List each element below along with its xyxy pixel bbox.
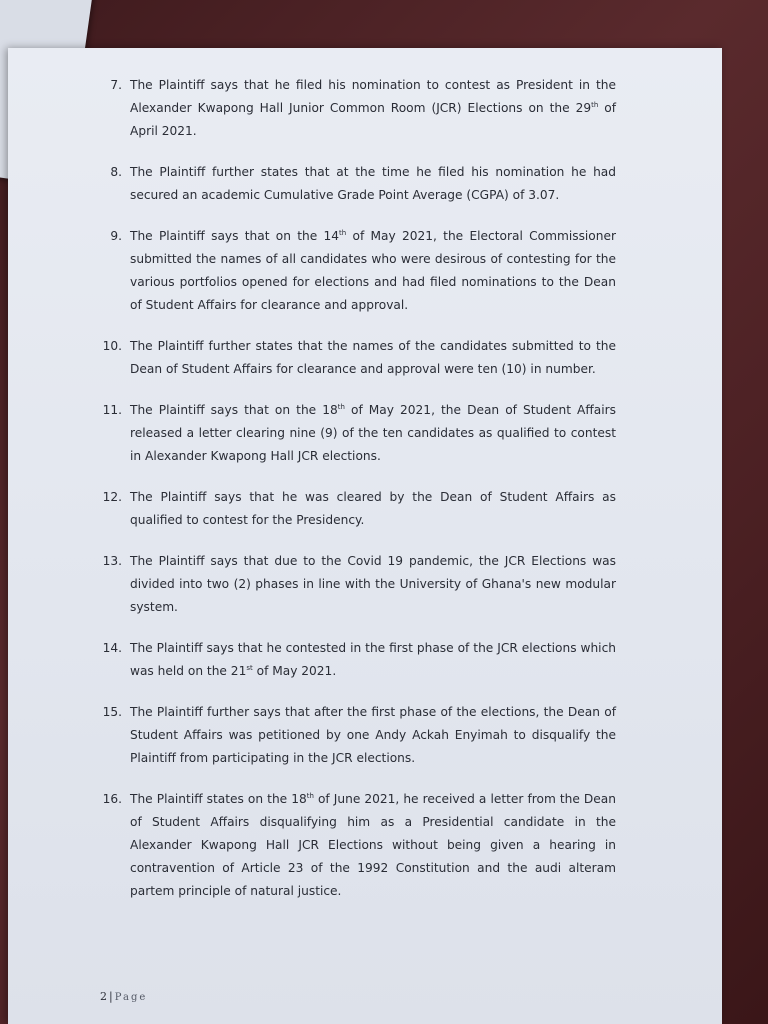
paragraph-number: 11. (102, 403, 122, 417)
paragraph-text (130, 403, 616, 463)
text-segment: The Plaintiff says that he was cleared by the Dean of Student Affairs as qualified to contest for the Presidency. (130, 490, 616, 527)
paragraph-number: 16. (102, 792, 122, 806)
paragraph-number: 9. (110, 229, 122, 243)
paragraph-text (130, 705, 616, 765)
ordinal-suffix: th (337, 402, 345, 411)
paragraph-text (130, 554, 616, 614)
paragraph-text (130, 490, 616, 527)
numbered-paragraph (96, 637, 616, 683)
paragraph-text (130, 641, 616, 678)
document-body (96, 74, 616, 921)
numbered-paragraph (96, 486, 616, 532)
text-segment: of April 2021. (130, 101, 616, 138)
text-segment: The Plaintiff further states that at the time he filed his nomination he had secured an academic Cumulative Grade Point Average (CGPA) of 3.07. (130, 165, 616, 202)
ordinal-suffix: th (306, 791, 314, 800)
text-segment: The Plaintiff says that on the 18 (130, 403, 338, 417)
paragraph-text (130, 78, 616, 138)
page-label: Page (114, 992, 148, 1003)
paragraph-number: 10. (102, 339, 122, 353)
text-segment: of May 2021, the Electoral Commissioner submitted the names of all candidates who were desirous of contesting for the various portfolios opened for elections and had filed nominations to the Dean of Student Affairs for clearance and approval. (130, 229, 617, 312)
page-footer (100, 990, 147, 1003)
numbered-paragraph (96, 399, 616, 468)
paragraph-number: 14. (102, 641, 122, 655)
paragraph-text (130, 339, 616, 376)
text-segment: The Plaintiff further states that the names of the candidates submitted to the Dean of Student Affairs for clearance and approval were ten (10) in number. (130, 339, 616, 376)
paragraph-number: 12. (102, 490, 122, 504)
numbered-paragraph (96, 74, 616, 143)
text-segment: The Plaintiff says that he filed his nomination to contest as President in the Alexander Kwapong Hall Junior Common Room (JCR) Elections on the 29 (130, 78, 616, 115)
numbered-paragraph (96, 335, 616, 381)
ordinal-suffix: th (339, 228, 347, 237)
text-segment: of May 2021, the Dean of Student Affairs released a letter clearing nine (9) of the ten candidates as qualified to contest in Alexander Kwapong Hall JCR elections. (130, 403, 616, 463)
paragraph-text (130, 792, 616, 898)
ordinal-suffix: st (246, 663, 253, 672)
ordinal-suffix: th (591, 100, 599, 109)
paragraph-text (130, 229, 616, 312)
page-separator: | (109, 990, 113, 1003)
numbered-paragraph (96, 550, 616, 619)
page-number: 2 (100, 990, 107, 1003)
text-segment: The Plaintiff further says that after the first phase of the elections, the Dean of Student Affairs was petitioned by one Andy Ackah Enyimah to disqualify the Plaintiff from participating in the JCR elections. (130, 705, 616, 765)
text-segment: The Plaintiff says that on the 14 (130, 229, 340, 243)
text-segment: The Plaintiff says that due to the Covid 19 pandemic, the JCR Elections was divided into two (2) phases in line with the University of Ghana's new modular system. (130, 554, 616, 614)
paragraph-number: 13. (102, 554, 122, 568)
numbered-paragraph (96, 225, 616, 317)
numbered-paragraph (96, 701, 616, 770)
paragraph-text (130, 165, 616, 202)
text-segment: of May 2021. (252, 664, 337, 678)
paragraph-number: 15. (102, 705, 122, 719)
paragraph-number: 7. (110, 78, 122, 92)
text-segment: of June 2021, he received a letter from the Dean of Student Affairs disqualifying him as a Presidential candidate in the Alexander Kwapong Hall JCR Elections without being given a hearing in contravention of Article 23 of the 1992 Constitution and the audi alteram partem principle of natural justice. (130, 792, 616, 898)
numbered-paragraph (96, 161, 616, 207)
paragraph-number: 8. (110, 165, 122, 179)
numbered-paragraph (96, 788, 616, 903)
text-segment: The Plaintiff says that he contested in the first phase of the JCR elections which was held on the 21 (130, 641, 616, 678)
text-segment: The Plaintiff states on the 18 (130, 792, 307, 806)
